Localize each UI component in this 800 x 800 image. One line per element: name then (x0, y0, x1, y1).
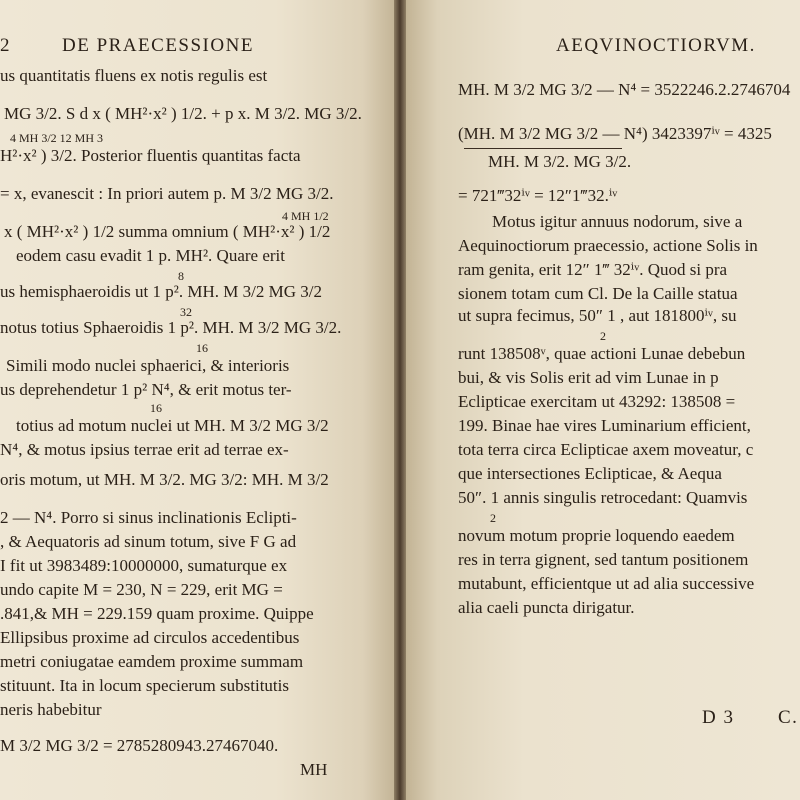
right-line-16: que intersectiones Eclipticae, & Aequa (458, 464, 722, 483)
right-line-3: MH. M 3/2. MG 3/2. (488, 152, 632, 171)
book-gutter (394, 0, 406, 800)
catchword: C. (778, 707, 799, 728)
right-line-6: Aequinoctiorum praecessio, actione Solis in (458, 236, 758, 255)
left-line-6: 4 MH 1/2 (282, 209, 329, 223)
right-line-12: bui, & vis Solis erit ad vim Lunae in p (458, 368, 719, 387)
left-line-22: I fit ut 3983489:10000000, sumaturque ex (0, 556, 288, 575)
left-page (0, 0, 394, 800)
right-line-4: = 721‴32ⁱᵛ = 12″1‴32.ⁱᵛ (458, 186, 618, 205)
running-head-left: DE PRAECESSIONE (62, 35, 254, 56)
right-line-13: Eclipticae exercitam ut 43292: 138508 = (458, 392, 736, 411)
left-line-8: eodem casu evadit 1 p. MH². Quare erit (16, 246, 285, 265)
left-line-26: metri coniugatae eamdem proxime summam (0, 652, 304, 671)
left-line-10: us hemisphaeroidis ut 1 p². MH. M 3/2 MG 3/2 (0, 282, 322, 301)
right-page (406, 0, 800, 800)
right-line-14: 199. Binae hae vires Luminarium efficient, (458, 416, 751, 435)
left-line-30: MH (300, 760, 328, 779)
right-line-19: novum motum proprie loquendo eaedem (458, 526, 735, 545)
left-line-21: , & Aequatoris ad sinum totum, sive F G ad (0, 532, 297, 551)
left-line-17: totius ad motum nuclei ut MH. M 3/2 MG 3/2 (16, 416, 329, 435)
left-line-1: us quantitatis fluens ex notis regulis est (0, 66, 268, 85)
left-line-27: stituunt. Ita in locum specierum substitutis (0, 676, 289, 695)
fraction-rule (464, 148, 622, 149)
left-line-19: oris motum, ut MH. M 3/2. MG 3/2: MH. M 3/2 (0, 470, 329, 489)
left-line-28: neris habebitur (0, 700, 102, 719)
left-line-16: 16 (150, 401, 162, 415)
left-line-5: = x, evanescit : In priori autem p. M 3/2 MG 3/2. (0, 184, 334, 203)
left-line-15: us deprehendetur 1 p² N⁴, & erit motus ter- (0, 380, 292, 399)
right-line-18: 2 (490, 511, 496, 525)
left-line-11: 32 (180, 305, 192, 319)
left-line-18: N⁴, & motus ipsius terrae erit ad terrae ex- (0, 440, 289, 459)
right-line-15: tota terra circa Eclipticae axem moveatur, c (458, 440, 754, 459)
right-line-11: runt 138508ᵛ, quae actioni Lunae debebun (458, 344, 746, 363)
right-line-8: sionem totam cum Cl. De la Caille statua (458, 284, 738, 303)
page-number: 2 (0, 35, 11, 56)
left-line-4: H²·x² ) 3/2. Posterior fluentis quantitas facta (0, 146, 301, 165)
right-line-17: 50″. 1 annis singulis retrocedant: Quamvis (458, 488, 748, 507)
left-line-9: 8 (178, 269, 184, 283)
right-line-1: MH. M 3/2 MG 3/2 — N⁴ = 3522246.2.2746704 (458, 80, 791, 99)
right-line-5: Motus igitur annuus nodorum, sive a (492, 212, 743, 231)
left-line-7: x ( MH²·x² ) 1/2 summa omnium ( MH²·x² ) 1/2 (4, 222, 331, 241)
left-line-23: undo capite M = 230, N = 229, erit MG = (0, 580, 283, 599)
left-line-2: MG 3/2. S d x ( MH²·x² ) 1/2. + p x. M 3/2. MG 3/2. (4, 104, 362, 123)
left-line-24: .841,& MH = 229.159 quam proxime. Quippe (0, 604, 314, 623)
left-line-25: Ellipsibus proxime ad circulos accedentibus (0, 628, 300, 647)
right-line-20: res in terra gignent, sed tantum positionem (458, 550, 749, 569)
left-line-13: 16 (196, 341, 208, 355)
left-line-3: 4 MH 3/2 12 MH 3 (10, 131, 104, 145)
right-line-10: 2 (600, 329, 606, 343)
left-line-20: 2 — N⁴. Porro si sinus inclinationis Eclipti- (0, 508, 297, 527)
signature-mark: D 3 (702, 707, 735, 728)
right-line-9: ut supra fecimus, 50″ 1 , aut 181800ⁱᵛ, su (458, 306, 737, 325)
left-line-29: M 3/2 MG 3/2 = 2785280943.27467040. (0, 736, 279, 755)
left-line-12: notus totius Sphaeroidis 1 p². MH. M 3/2 MG 3/2. (0, 318, 342, 337)
right-line-22: alia caeli puncta dirigatur. (458, 598, 635, 617)
running-head-right: AEQVINOCTIORVM. (556, 35, 756, 56)
right-line-2: (MH. M 3/2 MG 3/2 — N⁴) 3423397ⁱᵛ = 4325 (458, 124, 772, 143)
right-line-21: mutabunt, efficientque ut ad alia successive (458, 574, 755, 593)
left-line-14: Simili modo nuclei sphaerici, & interioris (6, 356, 290, 375)
right-line-7: ram genita, erit 12″ 1‴ 32ⁱᵛ. Quod si pra (458, 260, 728, 279)
